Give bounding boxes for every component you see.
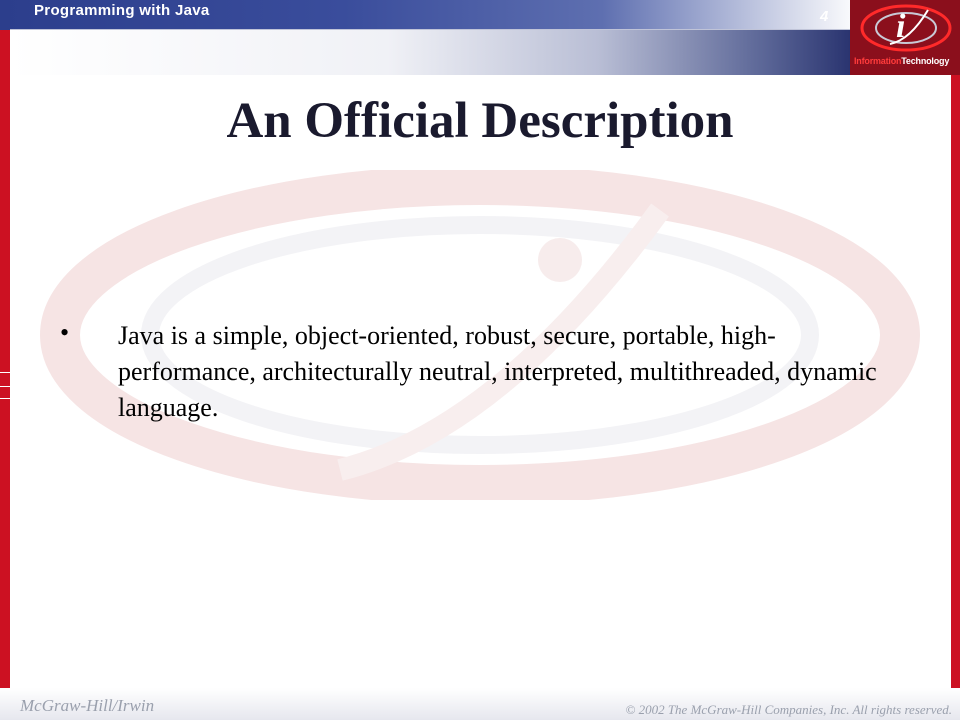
header-divider xyxy=(10,29,850,30)
right-red-band xyxy=(951,75,960,720)
course-title: Programming with Java xyxy=(34,2,210,19)
band-tick xyxy=(0,386,10,387)
information-technology-logo xyxy=(850,0,960,75)
slide-number: 4 xyxy=(820,8,829,25)
footer-copyright: © 2002 The McGraw-Hill Companies, Inc. All rights reserved. xyxy=(625,702,952,717)
bullet-dot-icon: • xyxy=(60,318,70,347)
bullet-text: Java is a simple, object-oriented, robust, secure, portable, high-performance, architecturally neutral, interpreted, multithreaded, dynamic language. xyxy=(118,321,877,422)
band-tick xyxy=(0,398,10,399)
header-gradient xyxy=(10,30,850,75)
logo-text: InformationTechnology xyxy=(854,56,950,66)
footer-publisher: McGraw-Hill/Irwin xyxy=(20,696,155,715)
slide-title: An Official Description xyxy=(226,93,734,149)
band-tick xyxy=(0,372,10,373)
logo-glyph: i xyxy=(896,8,906,45)
